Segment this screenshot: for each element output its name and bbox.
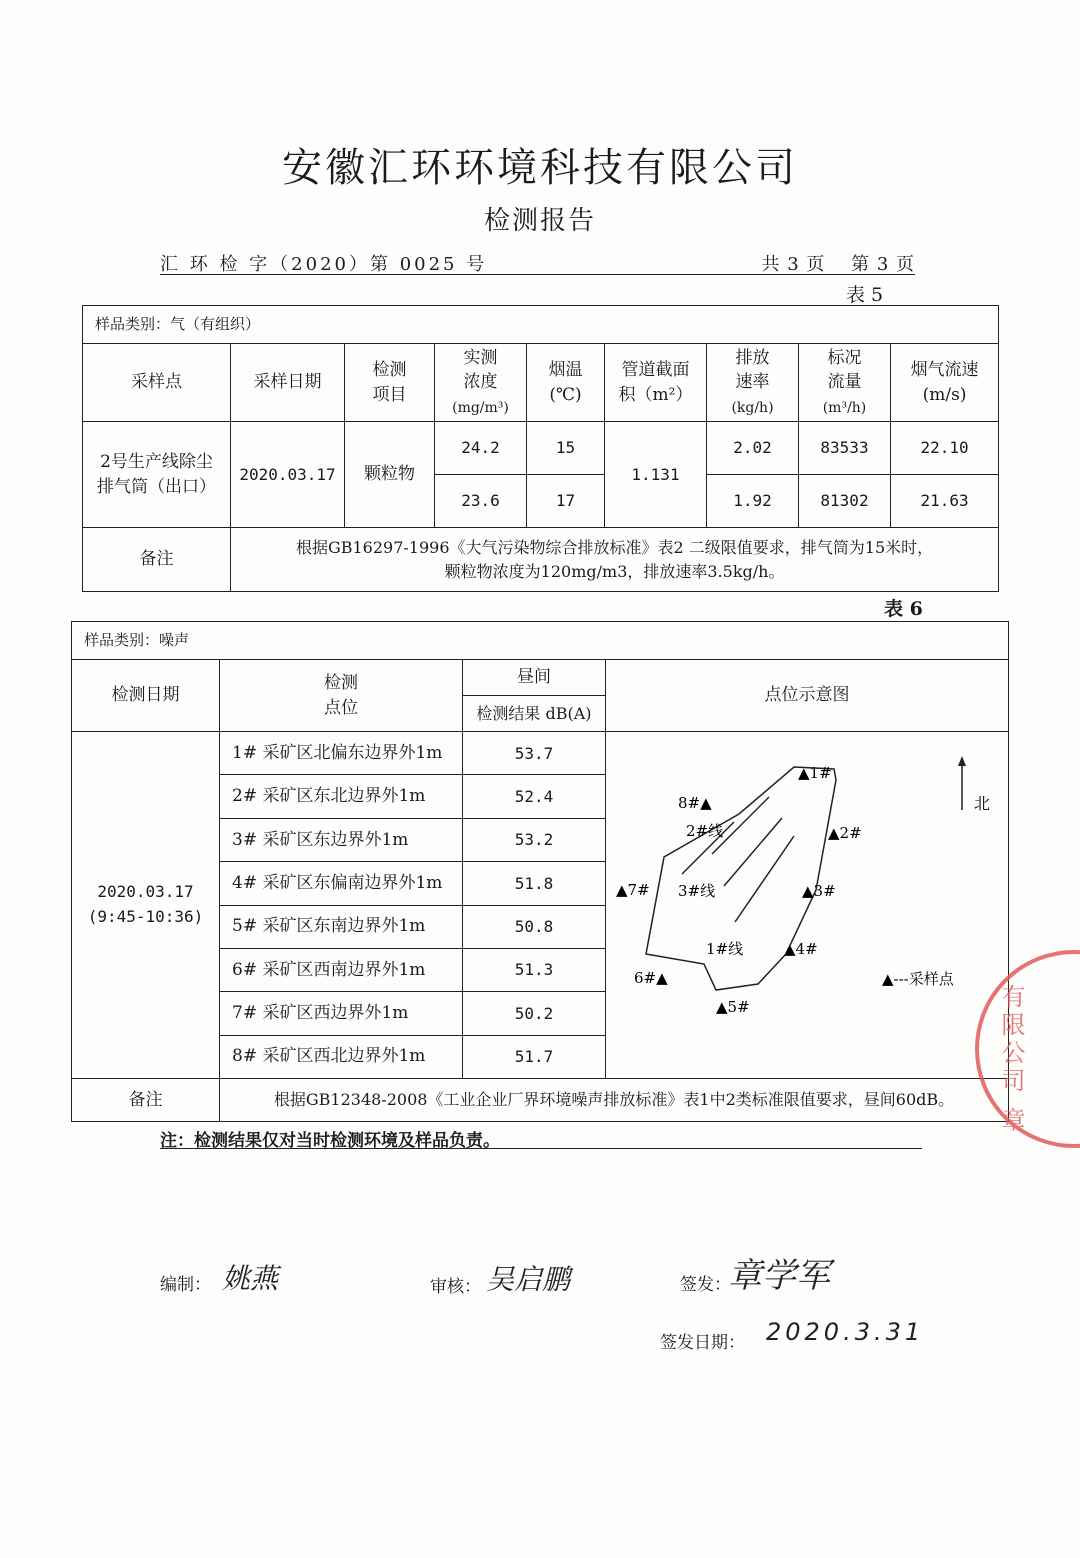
concentration: 24.2 xyxy=(435,422,527,475)
point-7-marker: ▲7# xyxy=(616,881,650,899)
issue-date-label: 签发日期： xyxy=(660,1333,745,1353)
emission-rate: 2.02 xyxy=(707,422,799,475)
table5-header-row xyxy=(83,344,999,422)
report-reference-line xyxy=(160,250,915,275)
table5-category: 样品类别：气（有组织） xyxy=(83,306,999,344)
report-title: 检测报告 xyxy=(483,206,596,236)
point-value: 52.4 xyxy=(463,775,606,818)
line-1-label: 1#线 xyxy=(706,940,744,958)
line-3-label: 3#线 xyxy=(678,882,716,900)
th-temp-l1: 烟温 xyxy=(548,359,583,380)
th-test-date: 检测日期 xyxy=(72,660,220,732)
site-map xyxy=(606,732,1009,1078)
th-diagram: 点位示意图 xyxy=(606,660,1009,732)
approver-signature: 章学军 xyxy=(728,1256,830,1296)
table5-remark-row xyxy=(83,528,999,592)
temperature: 15 xyxy=(527,422,605,475)
th-result: 检测结果 dB(A) xyxy=(463,696,606,732)
th-vel-l2: (m/s) xyxy=(922,384,967,405)
page-count: 共 3 页 第 3 页 xyxy=(761,254,915,275)
remark-l1: 根据GB16297-1996《大气污染物综合排放标准》表2 二级限值要求，排气筒为15米时， xyxy=(295,538,934,558)
table6-remark-row xyxy=(72,1079,1009,1122)
point-value: 51.8 xyxy=(463,862,606,905)
editor-signature: 姚燕 xyxy=(222,1262,279,1295)
north-label: 北 xyxy=(974,794,991,813)
th-flow xyxy=(799,344,891,422)
noise-time: (9:45-10:36) xyxy=(87,907,204,926)
th-site: 采样点 xyxy=(83,344,231,422)
table5 xyxy=(82,305,999,592)
table6-header-row xyxy=(72,660,1009,696)
table5-label: 表 5 xyxy=(846,284,884,306)
legend-sampling-point: ▲---采样点 xyxy=(882,970,954,988)
th-rate xyxy=(707,344,799,422)
table5-remark xyxy=(231,528,999,592)
th-area-l2: 积（m²） xyxy=(618,384,693,405)
point-value: 53.2 xyxy=(463,818,606,861)
sampling-site xyxy=(83,422,231,528)
flow: 81302 xyxy=(799,475,891,528)
th-conc-l3: (mg/m³) xyxy=(452,399,509,416)
table6-category: 样品类别：噪声 xyxy=(72,622,1009,660)
th-conc-l1: 实测 xyxy=(463,347,498,368)
point-name: 7# 采矿区西边界外1m xyxy=(220,992,463,1035)
th-conc xyxy=(435,344,527,422)
emission-rate: 1.92 xyxy=(707,475,799,528)
th-vel-l1: 烟气流速 xyxy=(910,359,979,380)
th-point-l1: 检测 xyxy=(324,672,358,693)
velocity: 22.10 xyxy=(891,422,999,475)
point-name: 2# 采矿区东北边界外1m xyxy=(220,775,463,818)
th-temp-l2: (℃) xyxy=(549,384,582,405)
th-rate-l2: 速率 xyxy=(735,372,770,393)
th-rate-l1: 排放 xyxy=(735,347,770,368)
noise-test-date xyxy=(72,732,220,1079)
table6-remark: 根据GB12348-2008《工业企业厂界环境噪声排放标准》表1中2类标准限值要求，昼间60dB。 xyxy=(220,1079,1009,1122)
th-area xyxy=(605,344,707,422)
th-conc-l2: 浓度 xyxy=(463,372,498,393)
point-value: 53.7 xyxy=(463,732,606,775)
th-area-l1: 管道截面 xyxy=(621,359,690,380)
th-item-l1: 检测 xyxy=(372,359,407,380)
line-3-stroke xyxy=(724,818,782,886)
th-temp xyxy=(527,344,605,422)
table6 xyxy=(71,621,1009,1122)
point-value: 51.7 xyxy=(463,1035,606,1078)
th-item xyxy=(345,344,435,422)
point-value: 51.3 xyxy=(463,948,606,991)
point-value: 50.8 xyxy=(463,905,606,948)
line-2-label: 2#线 xyxy=(686,822,724,840)
th-flow-l1: 标况 xyxy=(827,347,862,368)
point-name: 6# 采矿区西南边界外1m xyxy=(220,948,463,991)
th-flow-l2: 流量 xyxy=(827,372,862,393)
flow: 83533 xyxy=(799,422,891,475)
point-name: 5# 采矿区东南边界外1m xyxy=(220,905,463,948)
th-date: 采样日期 xyxy=(231,344,345,422)
th-velocity xyxy=(891,344,999,422)
approver-label: 签发： xyxy=(680,1275,731,1295)
table-row xyxy=(83,422,999,475)
reviewer-label: 审核： xyxy=(430,1277,481,1297)
point-name: 4# 采矿区东偏南边界外1m xyxy=(220,862,463,905)
point-name: 8# 采矿区西北边界外1m xyxy=(220,1035,463,1078)
th-point xyxy=(220,660,463,732)
company-name: 安徽汇环环境科技有限公司 xyxy=(282,145,798,191)
site-l1: 2号生产线除尘 xyxy=(100,451,213,472)
issue-date: 2020.3.31 xyxy=(766,1318,925,1346)
noise-date: 2020.03.17 xyxy=(97,882,194,902)
remark-l2: 颗粒物浓度为120mg/m3，排放速率3.5kg/h。 xyxy=(444,561,785,581)
table6-label: 表 6 xyxy=(884,598,923,620)
point-diagram xyxy=(606,732,1009,1079)
point-8-marker: 8#▲ xyxy=(678,794,712,812)
duct-area: 1.131 xyxy=(605,422,707,528)
disclaimer-note: 注：检测结果仅对当时检测环境及样品负责。 xyxy=(160,1126,922,1149)
temperature: 17 xyxy=(527,475,605,528)
point-6-marker: 6#▲ xyxy=(634,969,668,987)
point-4-marker: ▲4# xyxy=(784,940,818,958)
point-1-marker: ▲1# xyxy=(798,764,832,782)
remark-label: 备注 xyxy=(83,528,231,592)
test-item: 颗粒物 xyxy=(345,422,435,528)
point-name: 1# 采矿区北偏东边界外1m xyxy=(220,732,463,775)
th-rate-l3: (kg/h) xyxy=(731,399,774,416)
north-arrowhead-icon xyxy=(958,756,966,766)
remark-label: 备注 xyxy=(72,1079,220,1122)
line-1-stroke xyxy=(735,836,794,922)
concentration: 23.6 xyxy=(435,475,527,528)
point-3-marker: ▲3# xyxy=(802,882,836,900)
sampling-date: 2020.03.17 xyxy=(231,422,345,528)
point-2-marker: ▲2# xyxy=(828,824,862,842)
reviewer-signature: 吴启鹏 xyxy=(486,1263,571,1296)
editor-label: 编制： xyxy=(160,1275,211,1295)
seal-text: 有限公司 章 xyxy=(997,984,1025,1136)
velocity: 21.63 xyxy=(891,475,999,528)
table-row xyxy=(72,732,1009,775)
th-item-l2: 项目 xyxy=(372,384,407,405)
th-daytime: 昼间 xyxy=(463,660,606,696)
point-value: 50.2 xyxy=(463,992,606,1035)
site-l2: 排气筒（出口） xyxy=(97,476,216,497)
point-name: 3# 采矿区东边界外1m xyxy=(220,818,463,861)
th-point-l2: 点位 xyxy=(324,697,358,718)
point-5-marker: ▲5# xyxy=(716,998,750,1016)
th-flow-l3: (m³/h) xyxy=(822,399,867,416)
report-number: 汇 环 检 字（2020）第 0025 号 xyxy=(160,254,488,275)
